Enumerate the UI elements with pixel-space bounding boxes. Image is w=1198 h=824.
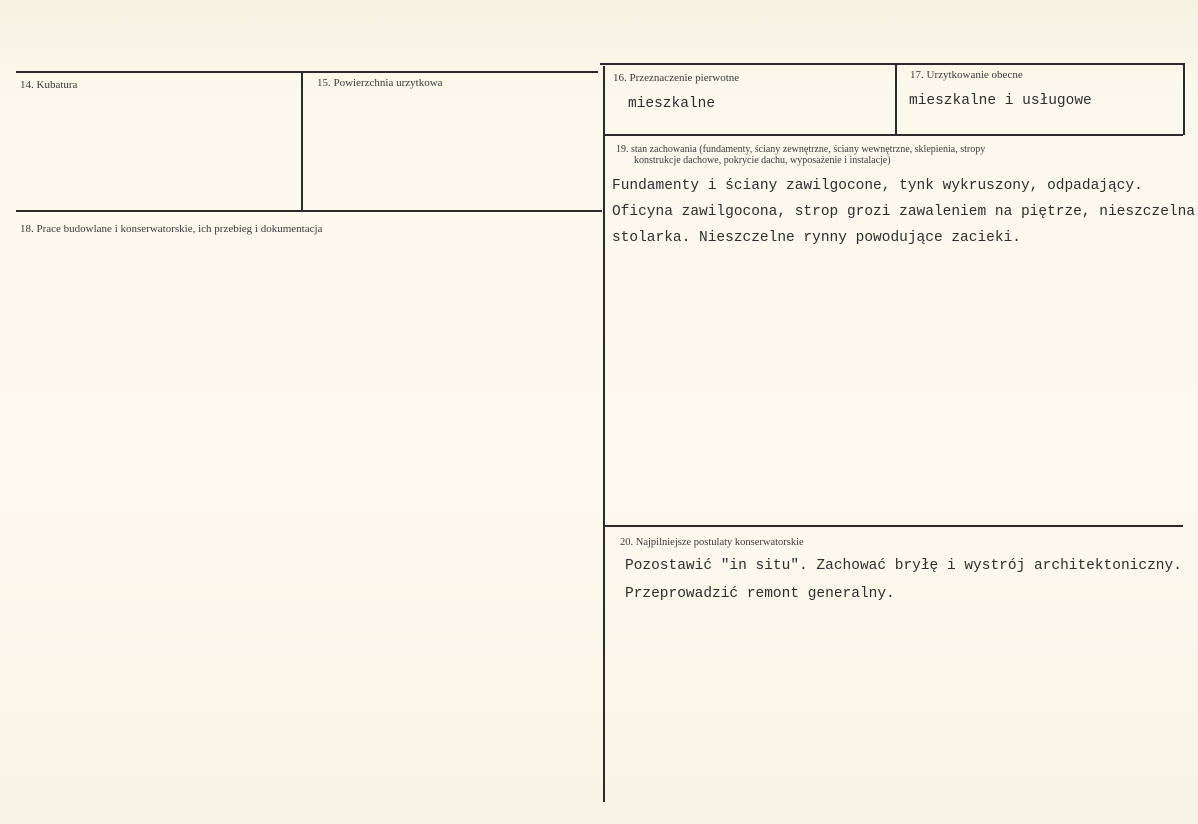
divider-16-17: [895, 63, 897, 135]
field-16-label: 16. Przeznaczenie pierwotne: [613, 72, 740, 84]
field-19-line: Oficyna zawilgocona, strop grozi zawaleniem na piętrze, nieszczelna: [612, 204, 1195, 220]
field-19-line: Fundamenty i ściany zawilgocone, tynk wykruszony, odpadający.: [612, 178, 1143, 194]
field-20-line: Przeprowadzić remont generalny.: [625, 586, 895, 602]
field-19-label-line2: konstrukcje dachowe, pokrycie dachu, wyposażenie i instalacje): [634, 155, 891, 166]
divider-right-edge: [1183, 63, 1185, 135]
field-16-value: mieszkalne: [628, 96, 716, 112]
rule-above-20: [605, 525, 1183, 527]
field-20-line: Pozostawić "in situ". Zachować bryłę i wystrój architektoniczny.: [625, 558, 1182, 574]
field-17-label: 17. Urzytkowanie obecne: [910, 69, 1023, 81]
field-18-label: 18. Prace budowlane i konserwatorskie, ich przebieg i dokumentacja: [20, 223, 323, 235]
field-20-text: [625, 552, 1182, 608]
field-19-text: [612, 173, 1195, 251]
field-17-value: mieszkalne i usługowe: [909, 93, 1092, 109]
field-14-label: 14. Kubatura: [20, 79, 78, 91]
field-15-label: 15. Powierzchnia urzytkowa: [317, 77, 443, 89]
divider-14-15: [301, 71, 303, 212]
top-rule-right: [600, 63, 1184, 65]
rule-above-18: [16, 210, 602, 212]
top-rule-left: [16, 71, 598, 73]
rule-above-19: [603, 134, 1183, 136]
field-20-label: 20. Najpilniejsze postulaty konserwatorskie: [620, 537, 804, 548]
divider-main: [603, 66, 605, 802]
field-19-label-line1: 19. stan zachowania (fundamenty, ściany zewnętrzne, ściany wewnętrzne, sklepienia, stropy: [616, 144, 986, 155]
field-19-line: stolarka. Nieszczelne rynny powodujące zacieki.: [612, 230, 1021, 246]
